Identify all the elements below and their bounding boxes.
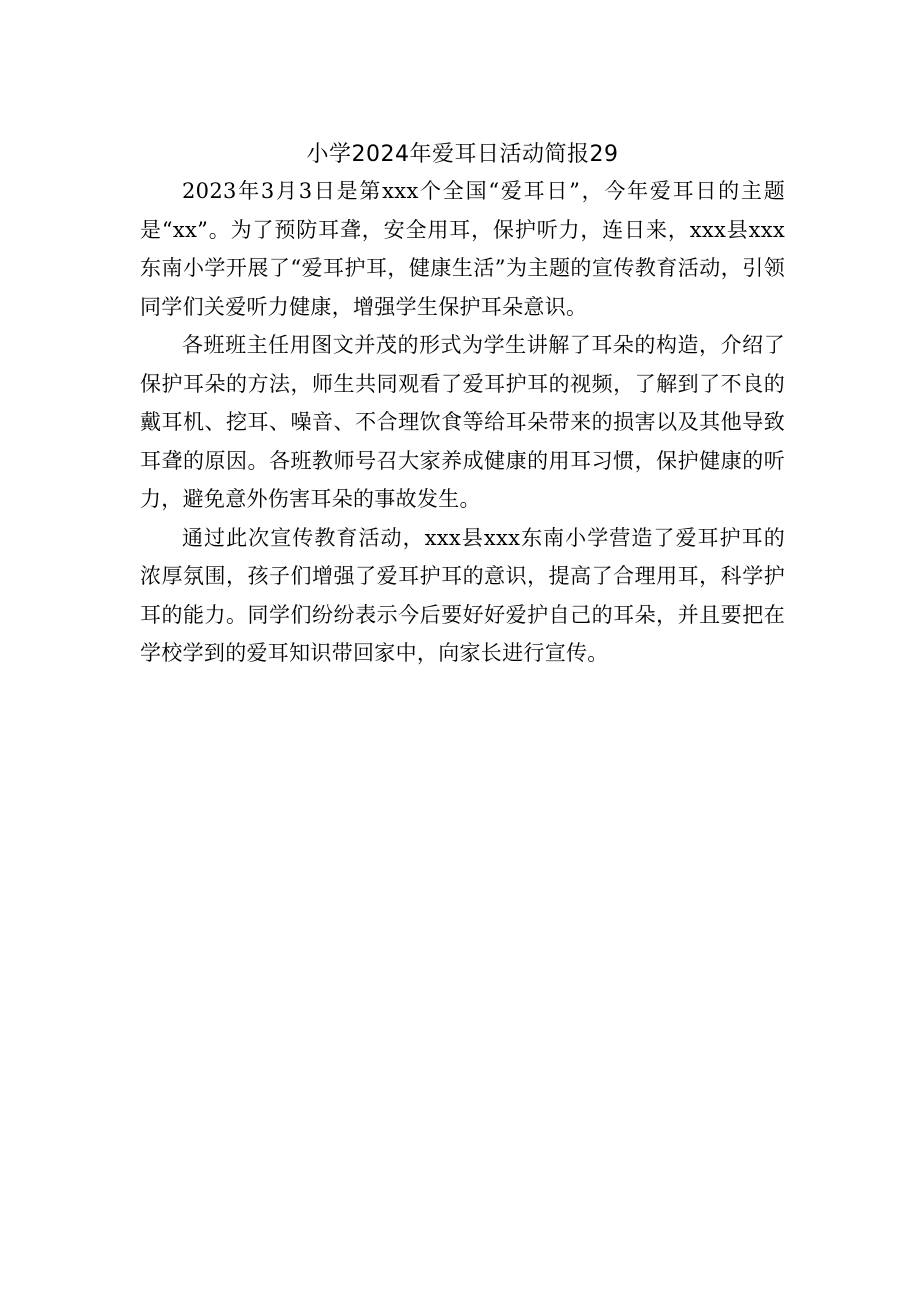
paragraph-1: 2023年3月3日是第xxx个全国“爱耳日”，今年爱耳日的主题是“xx”。为了预防耳聋，安全用耳，保护听力，连日来，xxx县xxx东南小学开展了“爱耳护耳，健康生活”为主题的宣传教育活动，引领同学们关爱听力健康，增强学生保护耳朵意识。	[140, 179, 785, 319]
document-title: 小学2024年爱耳日活动简报29	[306, 142, 619, 167]
paragraph-3: 通过此次宣传教育活动，xxx县xxx东南小学营造了爱耳护耳的浓厚氛围，孩子们增强了爱耳护耳的意识，提高了合理用耳，科学护耳的能力。同学们纷纷表示今后要好好爱护自己的耳朵，并且要把在学校学到的爱耳知识带回家中，向家长进行宣传。	[140, 525, 785, 665]
document-body	[140, 138, 785, 673]
paragraph-2: 各班班主任用图文并茂的形式为学生讲解了耳朵的构造，介绍了保护耳朵的方法，师生共同观看了爱耳护耳的视频，了解到了不良的戴耳机、挖耳、噪音、不合理饮食等给耳朵带来的损害以及其他导致耳聋的原因。各班教师号召大家养成健康的用耳习惯，保护健康的听力，避免意外伤害耳朵的事故发生。	[140, 333, 785, 511]
